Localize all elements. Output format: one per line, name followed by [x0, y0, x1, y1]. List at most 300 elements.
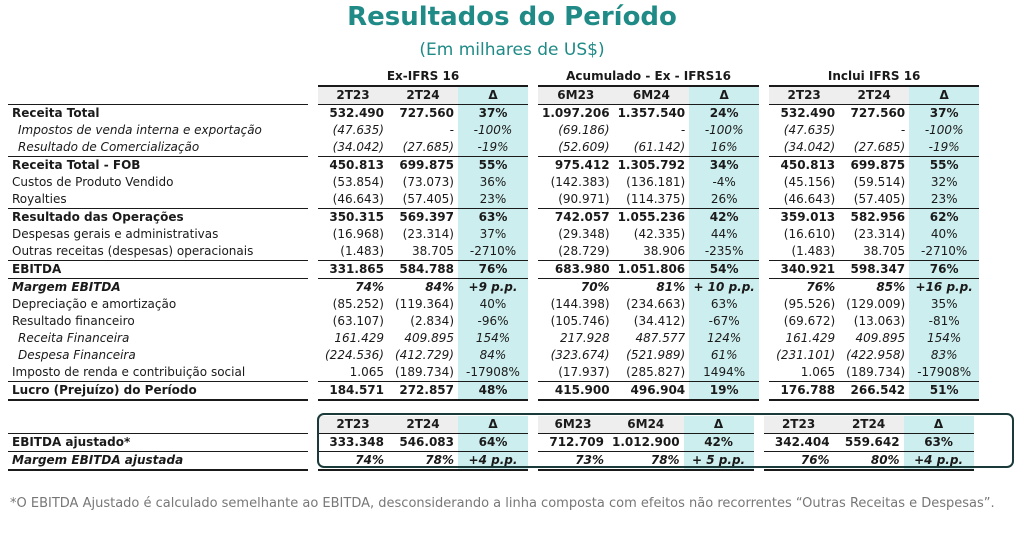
- value-cell: 161.429: [334, 331, 384, 346]
- column-gap: [759, 330, 769, 347]
- value-cell: 76%: [769, 279, 839, 297]
- value-cell: (2.834): [410, 314, 454, 329]
- change-cell: 37%: [909, 105, 979, 123]
- main-row: [8, 243, 979, 261]
- page-title: Resultados do Período: [347, 2, 677, 32]
- value-cell: (85.252): [332, 297, 384, 312]
- value-cell: 699.875: [388, 157, 458, 175]
- column-header: Δ: [904, 416, 974, 434]
- column-gap: [308, 279, 318, 297]
- column-gap: [528, 364, 538, 382]
- column-gap: [759, 364, 769, 382]
- value-cell: 184.571: [318, 382, 388, 401]
- change-cell: 63%: [904, 434, 974, 452]
- main-row: [8, 330, 979, 347]
- column-header: Δ: [458, 86, 528, 105]
- column-header: 2T24: [834, 416, 904, 434]
- column-gap: [759, 243, 769, 261]
- value-cell: 350.315: [318, 209, 388, 227]
- value-cell: 1.012.900: [608, 434, 684, 452]
- value-cell: (27.685): [402, 140, 454, 155]
- value-cell: 38.705: [863, 244, 906, 259]
- row-label: Lucro (Prejuízo) do Período: [8, 382, 308, 401]
- group-title-0: Ex-IFRS 16: [318, 68, 528, 86]
- change-cell: + 5 p.p.: [684, 452, 754, 471]
- value-cell: (63.107): [332, 314, 384, 329]
- column-gap: [528, 330, 538, 347]
- change-cell: +4 p.p.: [904, 452, 974, 471]
- change-cell: 40%: [909, 226, 979, 243]
- column-gap: [308, 226, 318, 243]
- change-cell: 42%: [684, 434, 754, 452]
- value-cell: (73.073): [402, 175, 454, 190]
- column-gap: [308, 330, 318, 347]
- value-cell: (17.937): [558, 365, 610, 380]
- column-gap: [528, 174, 538, 191]
- change-cell: +9 p.p.: [458, 279, 528, 297]
- value-cell: 450.813: [318, 157, 388, 175]
- column-gap: [528, 313, 538, 330]
- column-gap: [754, 416, 764, 434]
- main-row: [8, 261, 979, 279]
- column-gap: [528, 157, 538, 175]
- value-cell: (189.734): [395, 365, 454, 380]
- main-row: [8, 382, 979, 401]
- change-cell: -19%: [458, 139, 528, 157]
- change-cell: +16 p.p.: [909, 279, 979, 297]
- value-cell: 683.980: [538, 261, 614, 279]
- value-cell: (323.674): [550, 348, 610, 363]
- row-label: Margem EBITDA ajustada: [8, 452, 308, 471]
- column-gap: [308, 139, 318, 157]
- row-label: Resultado das Operações: [8, 209, 308, 227]
- group-title-2: Inclui IFRS 16: [769, 68, 979, 86]
- column-gap: [754, 434, 764, 452]
- column-gap: [759, 105, 769, 123]
- value-cell: (45.156): [783, 175, 836, 190]
- change-cell: 19%: [689, 382, 759, 401]
- change-cell: -100%: [458, 122, 528, 139]
- row-label: Imposto de renda e contribuição social: [12, 365, 246, 380]
- value-cell: 331.865: [318, 261, 388, 279]
- change-cell: 16%: [689, 139, 759, 157]
- value-cell: (47.635): [783, 123, 836, 138]
- column-gap: [759, 157, 769, 175]
- column-gap: [759, 86, 769, 105]
- row-label: Receita Financeira: [18, 331, 130, 346]
- column-gap: [528, 139, 538, 157]
- row-label: Depreciação e amortização: [12, 297, 177, 312]
- value-cell: (90.971): [558, 192, 610, 207]
- value-cell: 1.357.540: [614, 105, 690, 123]
- value-cell: 342.404: [764, 434, 834, 452]
- value-cell: (412.729): [395, 348, 454, 363]
- group-title-1: Acumulado - Ex - IFRS16: [538, 68, 759, 86]
- column-gap: [308, 416, 318, 434]
- change-cell: -19%: [909, 139, 979, 157]
- value-cell: (34.042): [783, 140, 836, 155]
- change-cell: 55%: [458, 157, 528, 175]
- change-cell: 23%: [909, 191, 979, 209]
- value-cell: 85%: [839, 279, 909, 297]
- column-gap: [528, 86, 538, 105]
- value-cell: 73%: [538, 452, 608, 471]
- footnote: *O EBITDA Ajustado é calculado semelhante ao EBITDA, desconsiderando a linha composta com efeitos não recorrentes “Outras Receitas e Despesas”.: [10, 496, 995, 511]
- value-cell: (142.383): [550, 175, 610, 190]
- value-cell: (1.483): [340, 244, 384, 259]
- value-cell: 559.642: [834, 434, 904, 452]
- column-gap: [528, 226, 538, 243]
- change-cell: -96%: [458, 313, 528, 330]
- column-gap: [308, 86, 318, 105]
- value-cell: 1.065: [349, 365, 384, 380]
- change-cell: 35%: [909, 296, 979, 313]
- value-cell: 496.904: [614, 382, 690, 401]
- value-cell: 415.900: [538, 382, 614, 401]
- value-cell: (119.364): [395, 297, 454, 312]
- value-cell: 487.577: [635, 331, 686, 346]
- value-cell: 84%: [388, 279, 458, 297]
- value-cell: 217.928: [559, 331, 610, 346]
- value-cell: 727.560: [839, 105, 909, 123]
- adjusted-row: [8, 452, 974, 471]
- column-header: 6M23: [538, 416, 608, 434]
- value-cell: 598.347: [839, 261, 909, 279]
- row-label: Royalties: [12, 192, 67, 207]
- change-cell: +4 p.p.: [458, 452, 528, 471]
- column-gap: [759, 279, 769, 297]
- value-cell: (34.042): [332, 140, 384, 155]
- change-cell: 124%: [689, 330, 759, 347]
- main-row: [8, 174, 979, 191]
- column-gap: [759, 191, 769, 209]
- row-label: Receita Total - FOB: [8, 157, 308, 175]
- column-gap: [308, 243, 318, 261]
- value-cell: (29.348): [558, 227, 610, 242]
- main-row: [8, 122, 979, 139]
- value-cell: 409.895: [404, 331, 454, 346]
- group-header-row: [8, 68, 979, 86]
- column-gap: [528, 122, 538, 139]
- subheader-spacer: [8, 416, 308, 434]
- change-cell: -235%: [689, 243, 759, 261]
- adjusted-ebitda-table: [8, 416, 974, 471]
- main-row: [8, 191, 979, 209]
- column-header: 6M24: [614, 86, 690, 105]
- value-cell: (16.968): [332, 227, 384, 242]
- value-cell: (23.314): [853, 227, 906, 242]
- change-cell: 1494%: [689, 364, 759, 382]
- value-cell: 1.055.236: [614, 209, 690, 227]
- column-gap: [754, 452, 764, 471]
- value-cell: (46.643): [332, 192, 384, 207]
- column-gap: [308, 174, 318, 191]
- main-row: [8, 209, 979, 227]
- value-cell: (114.375): [626, 192, 686, 207]
- change-cell: -2710%: [909, 243, 979, 261]
- column-gap: [308, 296, 318, 313]
- column-gap: [528, 416, 538, 434]
- column-gap: [528, 68, 538, 86]
- row-label: Despesa Financeira: [18, 348, 136, 363]
- column-gap: [528, 434, 538, 452]
- column-gap: [308, 191, 318, 209]
- main-row: [8, 105, 979, 123]
- value-cell: 569.397: [388, 209, 458, 227]
- column-gap: [759, 209, 769, 227]
- column-header: Δ: [689, 86, 759, 105]
- column-header: 6M23: [538, 86, 614, 105]
- value-cell: 450.813: [769, 157, 839, 175]
- value-cell: 975.412: [538, 157, 614, 175]
- value-cell: (521.989): [626, 348, 686, 363]
- column-header: Δ: [909, 86, 979, 105]
- main-subheader-row: [8, 86, 979, 105]
- value-cell: (422.958): [846, 348, 906, 363]
- column-gap: [759, 68, 769, 86]
- value-cell: (69.672): [783, 314, 836, 329]
- column-header: 2T23: [764, 416, 834, 434]
- main-row: [8, 279, 979, 297]
- value-cell: (95.526): [783, 297, 836, 312]
- value-cell: (136.181): [626, 175, 686, 190]
- column-gap: [759, 382, 769, 401]
- change-cell: -17908%: [458, 364, 528, 382]
- value-cell: (13.063): [853, 314, 906, 329]
- row-label: EBITDA ajustado*: [8, 434, 308, 452]
- change-cell: -67%: [689, 313, 759, 330]
- change-cell: 36%: [458, 174, 528, 191]
- value-cell: 272.857: [388, 382, 458, 401]
- value-cell: 340.921: [769, 261, 839, 279]
- page-subtitle: (Em milhares de US$): [419, 40, 605, 60]
- value-cell: (42.335): [633, 227, 686, 242]
- change-cell: 48%: [458, 382, 528, 401]
- main-row: [8, 157, 979, 175]
- column-header: 2T23: [318, 86, 388, 105]
- column-header: 2T24: [839, 86, 909, 105]
- column-gap: [308, 157, 318, 175]
- row-label: Margem EBITDA: [8, 279, 308, 297]
- change-cell: 23%: [458, 191, 528, 209]
- header-spacer: [8, 68, 308, 86]
- value-cell: 38.906: [643, 244, 686, 259]
- value-cell: 1.305.792: [614, 157, 690, 175]
- column-header: Δ: [684, 416, 754, 434]
- value-cell: -: [900, 123, 906, 138]
- value-cell: 727.560: [388, 105, 458, 123]
- change-cell: 32%: [909, 174, 979, 191]
- value-cell: (16.610): [783, 227, 836, 242]
- change-cell: 61%: [689, 347, 759, 364]
- value-cell: 742.057: [538, 209, 614, 227]
- value-cell: (52.609): [558, 140, 610, 155]
- row-label: Impostos de venda interna e exportação: [18, 123, 262, 138]
- value-cell: (53.854): [332, 175, 384, 190]
- value-cell: 78%: [608, 452, 684, 471]
- change-cell: 63%: [689, 296, 759, 313]
- column-gap: [759, 122, 769, 139]
- column-gap: [308, 122, 318, 139]
- column-header: 2T24: [388, 416, 458, 434]
- column-gap: [528, 209, 538, 227]
- value-cell: (61.142): [633, 140, 686, 155]
- column-gap: [308, 434, 318, 452]
- column-gap: [528, 452, 538, 471]
- change-cell: 42%: [689, 209, 759, 227]
- column-gap: [308, 261, 318, 279]
- column-header: 2T23: [769, 86, 839, 105]
- subheader-spacer: [8, 86, 308, 105]
- row-label: Custos de Produto Vendido: [12, 175, 174, 190]
- value-cell: 582.956: [839, 209, 909, 227]
- column-gap: [759, 261, 769, 279]
- change-cell: -2710%: [458, 243, 528, 261]
- change-cell: 34%: [689, 157, 759, 175]
- main-row: [8, 226, 979, 243]
- column-gap: [528, 279, 538, 297]
- column-gap: [759, 296, 769, 313]
- change-cell: 154%: [458, 330, 528, 347]
- change-cell: -4%: [689, 174, 759, 191]
- value-cell: (23.314): [402, 227, 454, 242]
- column-header: Δ: [458, 416, 528, 434]
- value-cell: 78%: [388, 452, 458, 471]
- value-cell: 74%: [318, 279, 388, 297]
- column-gap: [759, 313, 769, 330]
- value-cell: (285.827): [626, 365, 686, 380]
- value-cell: 699.875: [839, 157, 909, 175]
- value-cell: (144.398): [550, 297, 610, 312]
- value-cell: (129.009): [846, 297, 906, 312]
- value-cell: 359.013: [769, 209, 839, 227]
- value-cell: 81%: [614, 279, 690, 297]
- value-cell: (57.405): [853, 192, 906, 207]
- column-gap: [528, 105, 538, 123]
- row-label: Outras receitas (despesas) operacionais: [12, 244, 254, 259]
- value-cell: 333.348: [318, 434, 388, 452]
- change-cell: 26%: [689, 191, 759, 209]
- adjusted-row: [8, 434, 974, 452]
- row-label: Resultado de Comercialização: [18, 140, 200, 155]
- column-gap: [308, 68, 318, 86]
- column-gap: [308, 313, 318, 330]
- column-gap: [528, 296, 538, 313]
- column-gap: [759, 139, 769, 157]
- value-cell: (34.412): [633, 314, 686, 329]
- column-gap: [308, 347, 318, 364]
- column-gap: [528, 382, 538, 401]
- column-gap: [308, 382, 318, 401]
- change-cell: 37%: [458, 226, 528, 243]
- value-cell: (69.186): [558, 123, 610, 138]
- change-cell: 64%: [458, 434, 528, 452]
- change-cell: 63%: [458, 209, 528, 227]
- adj-subheader-row: [8, 416, 974, 434]
- column-gap: [528, 261, 538, 279]
- value-cell: 80%: [834, 452, 904, 471]
- column-header: 2T23: [318, 416, 388, 434]
- change-cell: 24%: [689, 105, 759, 123]
- change-cell: 40%: [458, 296, 528, 313]
- value-cell: 409.895: [855, 331, 906, 346]
- main-row: [8, 139, 979, 157]
- row-label: EBITDA: [8, 261, 308, 279]
- value-cell: (231.101): [776, 348, 836, 363]
- value-cell: 532.490: [769, 105, 839, 123]
- change-cell: 84%: [458, 347, 528, 364]
- column-gap: [308, 209, 318, 227]
- column-gap: [528, 347, 538, 364]
- value-cell: 38.705: [412, 244, 454, 259]
- value-cell: 546.083: [388, 434, 458, 452]
- value-cell: 266.542: [839, 382, 909, 401]
- row-label: Resultado financeiro: [12, 314, 135, 329]
- value-cell: (234.663): [626, 297, 686, 312]
- column-gap: [308, 105, 318, 123]
- column-header: 6M24: [608, 416, 684, 434]
- change-cell: 62%: [909, 209, 979, 227]
- main-row: [8, 364, 979, 382]
- change-cell: 44%: [689, 226, 759, 243]
- change-cell: 76%: [909, 261, 979, 279]
- value-cell: 161.429: [785, 331, 836, 346]
- value-cell: 74%: [318, 452, 388, 471]
- value-cell: (224.536): [325, 348, 384, 363]
- change-cell: -17908%: [909, 364, 979, 382]
- column-gap: [759, 174, 769, 191]
- value-cell: (27.685): [853, 140, 906, 155]
- value-cell: (105.746): [550, 314, 610, 329]
- column-gap: [308, 364, 318, 382]
- column-header: 2T24: [388, 86, 458, 105]
- column-gap: [759, 347, 769, 364]
- value-cell: 1.051.806: [614, 261, 690, 279]
- change-cell: 51%: [909, 382, 979, 401]
- change-cell: 76%: [458, 261, 528, 279]
- value-cell: 1.097.206: [538, 105, 614, 123]
- value-cell: 1.065: [800, 365, 836, 380]
- column-gap: [308, 452, 318, 471]
- value-cell: (28.729): [558, 244, 610, 259]
- change-cell: -81%: [909, 313, 979, 330]
- value-cell: 584.788: [388, 261, 458, 279]
- change-cell: 154%: [909, 330, 979, 347]
- change-cell: + 10 p.p.: [689, 279, 759, 297]
- value-cell: 76%: [764, 452, 834, 471]
- change-cell: -100%: [909, 122, 979, 139]
- change-cell: 55%: [909, 157, 979, 175]
- main-row: [8, 296, 979, 313]
- value-cell: (59.514): [853, 175, 906, 190]
- value-cell: 70%: [538, 279, 614, 297]
- value-cell: (189.734): [846, 365, 906, 380]
- value-cell: (57.405): [402, 192, 454, 207]
- value-cell: -: [680, 123, 686, 138]
- value-cell: (1.483): [791, 244, 836, 259]
- column-gap: [528, 191, 538, 209]
- main-row: [8, 313, 979, 330]
- results-table: [8, 68, 979, 401]
- value-cell: (46.643): [783, 192, 836, 207]
- value-cell: (47.635): [332, 123, 384, 138]
- column-gap: [759, 226, 769, 243]
- change-cell: 37%: [458, 105, 528, 123]
- row-label: Despesas gerais e administrativas: [12, 227, 219, 242]
- change-cell: -100%: [689, 122, 759, 139]
- change-cell: 83%: [909, 347, 979, 364]
- value-cell: 176.788: [769, 382, 839, 401]
